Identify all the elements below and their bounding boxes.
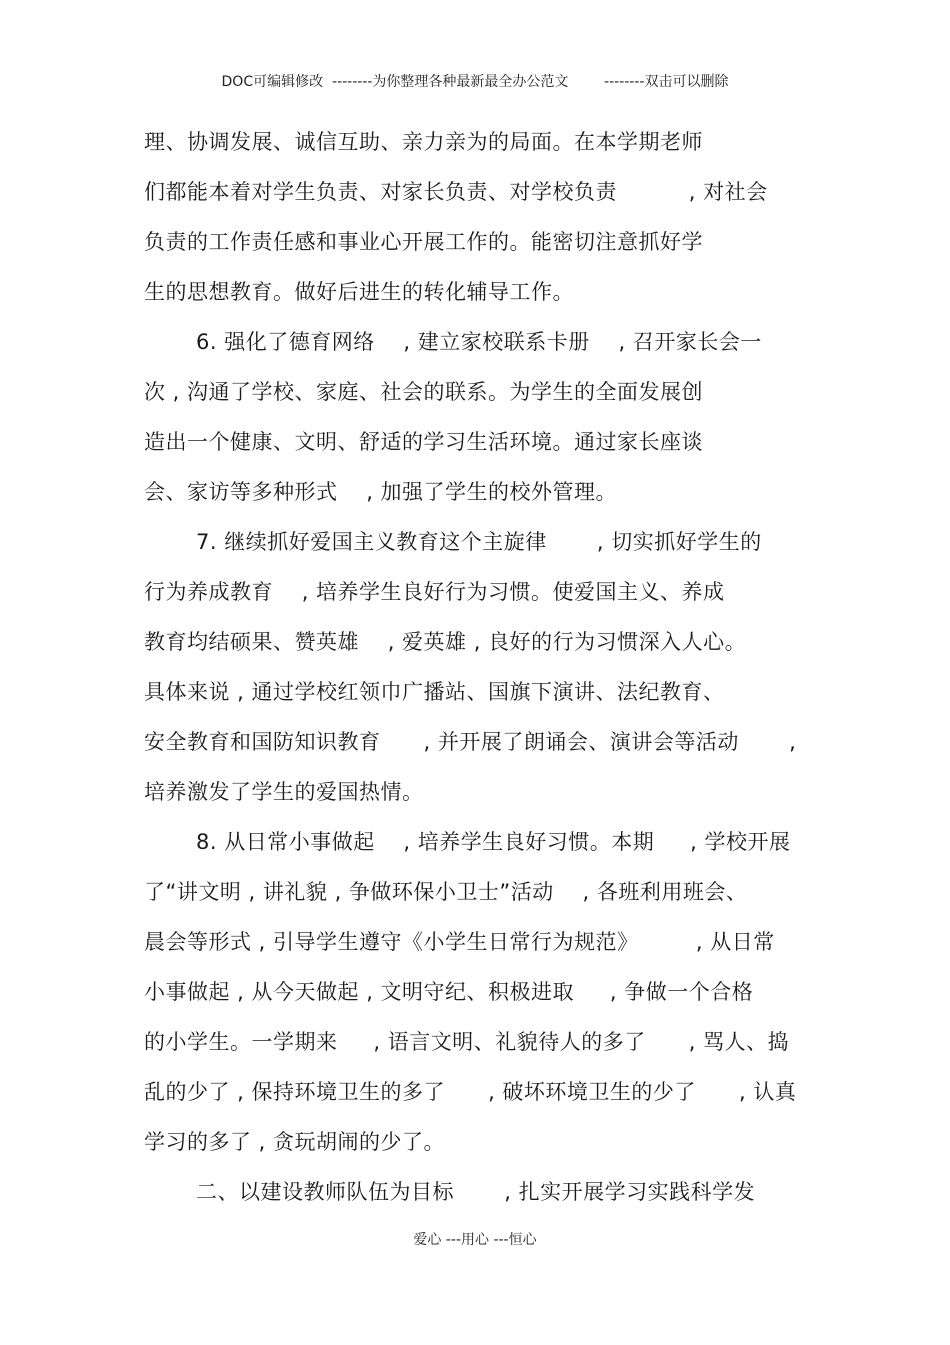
page-footer: 爱心 ---用心 ---恒心 [413, 1232, 537, 1248]
header-left-text: DOC可编辑修改 [221, 74, 324, 90]
text-line: 培养激发了学生的爱国热情。 [144, 780, 424, 804]
text-line: 教育均结硕果、赞英雄 , 爱英雄 , 良好的行为习惯深入人心。 [144, 630, 747, 654]
text-line: 造出一个健康、文明、舒适的学习生活环境。通过家长座谈 [144, 430, 703, 454]
text-line: 学习的多了 , 贪玩胡闹的少了。 [144, 1130, 446, 1154]
text-line: 6. 强化了德育网络 , 建立家校联系卡册 , 召开家长会一 [196, 330, 762, 354]
text-line: 安全教育和国防知识教育 , 并开展了朗诵会、演讲会等活动 , [144, 730, 797, 754]
text-line: 8. 从日常小事做起 , 培养学生良好习惯。本期 , 学校开展 [196, 830, 791, 854]
text-line: 负责的工作责任感和事业心开展工作的。能密切注意抓好学 [144, 230, 703, 254]
text-line: 行为养成教育 , 培养学生良好行为习惯。使爱国主义、养成 [144, 580, 725, 604]
text-line: 小事做起 , 从今天做起 , 文明守纪、积极进取 , 争做一个合格 [144, 980, 754, 1004]
text-line: 7. 继续抓好爱国主义教育这个主旋律 , 切实抓好学生的 [196, 530, 762, 554]
text-line: 们都能本着对学生负责、对家长负责、对学校负责 , 对社会 [144, 180, 768, 204]
text-line: 会、家访等多种形式 , 加强了学生的校外管理。 [144, 480, 618, 504]
text-line: 具体来说 , 通过学校红领巾广播站、国旗下演讲、法纪教育、 [144, 680, 725, 704]
text-line: 了“讲文明 , 讲礼貌 , 争做环保小卫士”活动 , 各班利用班会、 [144, 880, 748, 904]
text-line: 理、协调发展、诚信互助、亲力亲为的局面。在本学期老师 [144, 130, 703, 154]
text-line: 生的思想教育。做好后进生的转化辅导工作。 [144, 280, 574, 304]
header-right-text: --------双击可以删除 [604, 74, 729, 90]
text-line: 二、以建设教师队伍为目标 , 扎实开展学习实践科学发 [196, 1180, 756, 1204]
header-middle-text: --------为你整理各种最新最全办公范文 [332, 74, 569, 90]
text-line: 次 , 沟通了学校、家庭、社会的联系。为学生的全面发展创 [144, 380, 704, 404]
text-line: 乱的少了 , 保持环境卫生的多了 , 破坏环境卫生的少了 , 认真 [144, 1080, 797, 1104]
text-line: 的小学生。一学期来 , 语言文明、礼貌待人的多了 , 骂人、捣 [144, 1030, 790, 1054]
text-line: 晨会等形式 , 引导学生遵守《小学生日常行为规范》 , 从日常 [144, 930, 775, 954]
